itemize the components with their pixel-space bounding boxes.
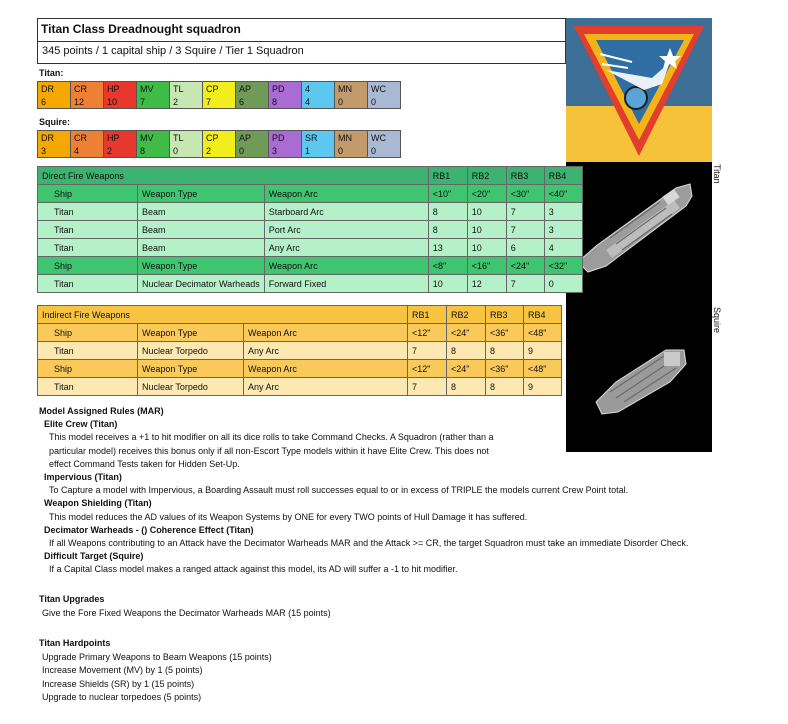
range-band-2: RB2 [447, 306, 486, 324]
range-band-3: RB3 [506, 167, 544, 185]
upgrades-heading: Titan Upgrades [39, 594, 105, 604]
rb4-cell: <48" [524, 360, 562, 378]
rb2-cell: 10 [467, 239, 506, 257]
stat-key: MN [338, 133, 352, 143]
stat-box [367, 130, 401, 158]
weapon-subheader-row [38, 324, 562, 342]
stat-box [70, 130, 104, 158]
stat-key: MV [140, 84, 154, 94]
ship-cell: Titan [38, 275, 138, 293]
titan-side-label: Titan [712, 164, 722, 184]
rb1-cell: 8 [428, 203, 467, 221]
rule-text: particular model) receives this bonus only if all non-Escort Type models within it have Elite Crew. This does not [49, 445, 489, 456]
rb1-cell: 10 [428, 275, 467, 293]
ship-cell: Titan [38, 239, 138, 257]
stat-box [70, 81, 104, 109]
stat-value: 0 [173, 146, 179, 156]
ship-cell: Ship [38, 257, 138, 275]
stat-box [103, 130, 137, 158]
stat-key: AP [239, 133, 252, 143]
stat-key: MV [140, 133, 154, 143]
stat-value: 0 [239, 146, 245, 156]
direct-fire-table [37, 166, 583, 293]
rb4-cell: <32" [544, 257, 582, 275]
stat-value: 4 [305, 97, 311, 107]
stat-value: 7 [140, 97, 146, 107]
rb2-cell: 10 [467, 221, 506, 239]
weapon-row [38, 275, 583, 293]
rb2-cell: 12 [467, 275, 506, 293]
weapon-type-cell: Beam [138, 221, 265, 239]
hardpoint-item: Increase Shields (SR) by 1 (15 points) [42, 678, 195, 689]
titan-ship-image [566, 162, 712, 302]
stat-key: CP [206, 133, 219, 143]
stat-value: 2 [173, 97, 179, 107]
stat-key: AP [239, 84, 252, 94]
rb2-cell: <24" [447, 324, 486, 342]
direct-fire-title: Direct Fire Weapons [38, 167, 429, 185]
ship-cell: Ship [38, 360, 138, 378]
stat-box [37, 130, 71, 158]
rule-text: This model receives a +1 to hit modifier on all its dice rolls to take Command Checks. A Squadron (rather than a [49, 432, 494, 443]
range-band-4: RB4 [524, 306, 562, 324]
rule-text: This model reduces the AD values of its Weapon Systems by ONE for every TWO points of Hull Damage it has suffered. [49, 511, 528, 522]
rb2-cell: 8 [447, 378, 486, 396]
stat-key: TL [173, 133, 184, 143]
stat-value: 8 [140, 146, 146, 156]
stat-key: WC [371, 133, 386, 143]
squire-stat-row [37, 130, 400, 158]
weapon-type-cell: Weapon Type [138, 324, 244, 342]
titan-stats-label: Titan: [39, 68, 64, 78]
titan-upgrades [39, 593, 759, 620]
ship-cell: Titan [38, 378, 138, 396]
rule-name: Difficult Target (Squire) [44, 551, 144, 562]
rb1-cell: <12" [408, 324, 447, 342]
rb1-cell: 7 [408, 342, 447, 360]
squadron-summary: 345 points / 1 capital ship / 3 Squire / Tier 1 Squadron [37, 42, 566, 64]
ship-cell: Titan [38, 221, 138, 239]
stat-value: 0 [338, 146, 344, 156]
stat-box [169, 81, 203, 109]
stat-value: 2 [107, 146, 113, 156]
rb1-cell: 7 [408, 378, 447, 396]
rb2-cell: <20" [467, 185, 506, 203]
stat-box [301, 81, 335, 109]
range-band-3: RB3 [486, 306, 524, 324]
stat-key: CR [74, 133, 87, 143]
stat-box [367, 81, 401, 109]
indirect-fire-title: Indirect Fire Weapons [38, 306, 408, 324]
stat-box [334, 81, 368, 109]
weapon-row [38, 378, 562, 396]
stat-key: PD [272, 84, 285, 94]
stat-key: MN [338, 84, 352, 94]
rb2-cell: <16" [467, 257, 506, 275]
rb1-cell: 13 [428, 239, 467, 257]
stat-box [301, 130, 335, 158]
stat-value: 8 [272, 97, 278, 107]
rules-heading: Model Assigned Rules (MAR) [39, 406, 164, 416]
titan-ship-icon [566, 162, 712, 302]
rule-text: To Capture a model with Impervious, a Boarding Assault must roll successes equal to or in excess of TRIPLE the models current Crew Point total. [49, 485, 629, 496]
page-title: Titan Class Dreadnought squadron [37, 18, 566, 42]
stat-key: DR [41, 133, 54, 143]
rb2-cell: 8 [447, 342, 486, 360]
stat-box [268, 130, 302, 158]
direct-fire-header [38, 167, 583, 185]
stat-value: 6 [41, 97, 47, 107]
stat-key: TL [173, 84, 184, 94]
rb3-cell: <36" [486, 360, 524, 378]
stat-value: 3 [41, 146, 47, 156]
weapon-type-cell: Beam [138, 203, 265, 221]
stat-box [235, 81, 269, 109]
stat-value: 0 [371, 146, 377, 156]
stat-value: 12 [74, 97, 85, 107]
weapon-type-cell: Nuclear Torpedo [138, 378, 244, 396]
stat-key: CR [74, 84, 87, 94]
weapon-arc-cell: Weapon Arc [264, 185, 428, 203]
weapon-subheader-row [38, 257, 583, 275]
weapon-row [38, 203, 583, 221]
weapon-type-cell: Weapon Type [138, 185, 265, 203]
stat-box [202, 81, 236, 109]
rb4-cell: 3 [544, 203, 582, 221]
model-rules [39, 405, 759, 577]
stat-box [136, 81, 170, 109]
indirect-fire-header [38, 306, 562, 324]
rb4-cell: <40" [544, 185, 582, 203]
stat-value: 7 [206, 97, 212, 107]
weapon-arc-cell: Any Arc [244, 378, 408, 396]
stat-key: HP [107, 133, 120, 143]
rule-name: Elite Crew (Titan) [44, 419, 118, 430]
weapon-subheader-row [38, 185, 583, 203]
weapon-arc-cell: Weapon Arc [264, 257, 428, 275]
stat-box [169, 130, 203, 158]
weapon-arc-cell: Any Arc [244, 342, 408, 360]
rb3-cell: 7 [506, 275, 544, 293]
ship-cell: Titan [38, 342, 138, 360]
range-band-1: RB1 [408, 306, 447, 324]
rb3-cell: <24" [506, 257, 544, 275]
stat-value: 0 [371, 97, 377, 107]
range-band-1: RB1 [428, 167, 467, 185]
weapon-type-cell: Nuclear Torpedo [138, 342, 244, 360]
rule-text: If all Weapons contributing to an Attack have the Decimator Warheads MAR and the Attack >= CR, the target Squadron must take an immediate Disorder Check. [49, 538, 689, 549]
weapon-type-cell: Weapon Type [138, 257, 265, 275]
titan-stat-row [37, 81, 400, 109]
squadron-crest [566, 18, 712, 162]
stat-key: SR [305, 133, 318, 143]
crest-emblem-icon [566, 18, 712, 162]
stat-value: 0 [338, 97, 344, 107]
upgrade-item: Give the Fore Fixed Weapons the Decimator Warheads MAR (15 points) [42, 607, 331, 618]
weapon-arc-cell: Any Arc [264, 239, 428, 257]
stat-box [334, 130, 368, 158]
stat-key: CP [206, 84, 219, 94]
rb3-cell: <30" [506, 185, 544, 203]
range-band-2: RB2 [467, 167, 506, 185]
stat-value: 6 [239, 97, 245, 107]
rb4-cell: 9 [524, 378, 562, 396]
weapon-arc-cell: Weapon Arc [244, 324, 408, 342]
weapon-type-cell: Nuclear Decimator Warheads [138, 275, 265, 293]
ship-cell: Titan [38, 203, 138, 221]
rb3-cell: 8 [486, 378, 524, 396]
weapon-row [38, 239, 583, 257]
weapon-subheader-row [38, 360, 562, 378]
weapon-type-cell: Weapon Type [138, 360, 244, 378]
weapon-arc-cell: Forward Fixed [264, 275, 428, 293]
titan-hardpoints [39, 637, 759, 705]
stat-key: PD [272, 133, 285, 143]
rb3-cell: 7 [506, 221, 544, 239]
rule-name: Decimator Warheads - () Coherence Effect (Titan) [44, 524, 254, 535]
stat-box [268, 81, 302, 109]
stat-box [37, 81, 71, 109]
rb3-cell: 8 [486, 342, 524, 360]
weapon-type-cell: Beam [138, 239, 265, 257]
hardpoint-item: Increase Movement (MV) by 1 (5 points) [42, 665, 203, 675]
stat-value: 4 [74, 146, 80, 156]
ship-cell: Ship [38, 185, 138, 203]
hardpoint-item: Upgrade Primary Weapons to Beam Weapons (15 points) [42, 651, 272, 662]
rb2-cell: <24" [447, 360, 486, 378]
rb1-cell: <12" [408, 360, 447, 378]
rb3-cell: <36" [486, 324, 524, 342]
rule-text: If a Capital Class model makes a ranged attack against this model, its AD will suffer a -1 to hit modifier. [49, 564, 458, 575]
indirect-fire-table [37, 305, 562, 396]
stat-value: 3 [272, 146, 278, 156]
weapon-arc-cell: Starboard Arc [264, 203, 428, 221]
stat-value: 10 [107, 97, 118, 107]
stat-key: 4 [305, 84, 311, 94]
rule-text: effect Command Tests taken for Hidden Set-Up. [49, 458, 240, 469]
weapon-arc-cell: Weapon Arc [244, 360, 408, 378]
rb3-cell: 6 [506, 239, 544, 257]
hardpoints-heading: Titan Hardpoints [39, 638, 111, 648]
stat-box [202, 130, 236, 158]
rb4-cell: <48" [524, 324, 562, 342]
stat-key: DR [41, 84, 54, 94]
rb4-cell: 4 [544, 239, 582, 257]
stat-box [136, 130, 170, 158]
stat-value: 2 [206, 146, 212, 156]
weapon-arc-cell: Port Arc [264, 221, 428, 239]
weapon-row [38, 221, 583, 239]
weapon-row [38, 342, 562, 360]
range-band-4: RB4 [544, 167, 582, 185]
stat-key: WC [371, 84, 386, 94]
rule-name: Impervious (Titan) [44, 472, 122, 483]
rb4-cell: 0 [544, 275, 582, 293]
stat-key: HP [107, 84, 120, 94]
stat-box [103, 81, 137, 109]
rb1-cell: 8 [428, 221, 467, 239]
rule-name: Weapon Shielding (Titan) [44, 498, 152, 509]
squire-stats-label: Squire: [39, 117, 71, 127]
rb2-cell: 10 [467, 203, 506, 221]
rb4-cell: 3 [544, 221, 582, 239]
rb4-cell: 9 [524, 342, 562, 360]
stat-box [235, 130, 269, 158]
rb1-cell: <8" [428, 257, 467, 275]
hardpoint-item: Upgrade to nuclear torpedoes (5 points) [42, 692, 202, 702]
rb3-cell: 7 [506, 203, 544, 221]
rb1-cell: <10" [428, 185, 467, 203]
stat-value: 1 [305, 146, 311, 156]
ship-cell: Ship [38, 324, 138, 342]
squire-side-label: Squire [712, 307, 722, 334]
